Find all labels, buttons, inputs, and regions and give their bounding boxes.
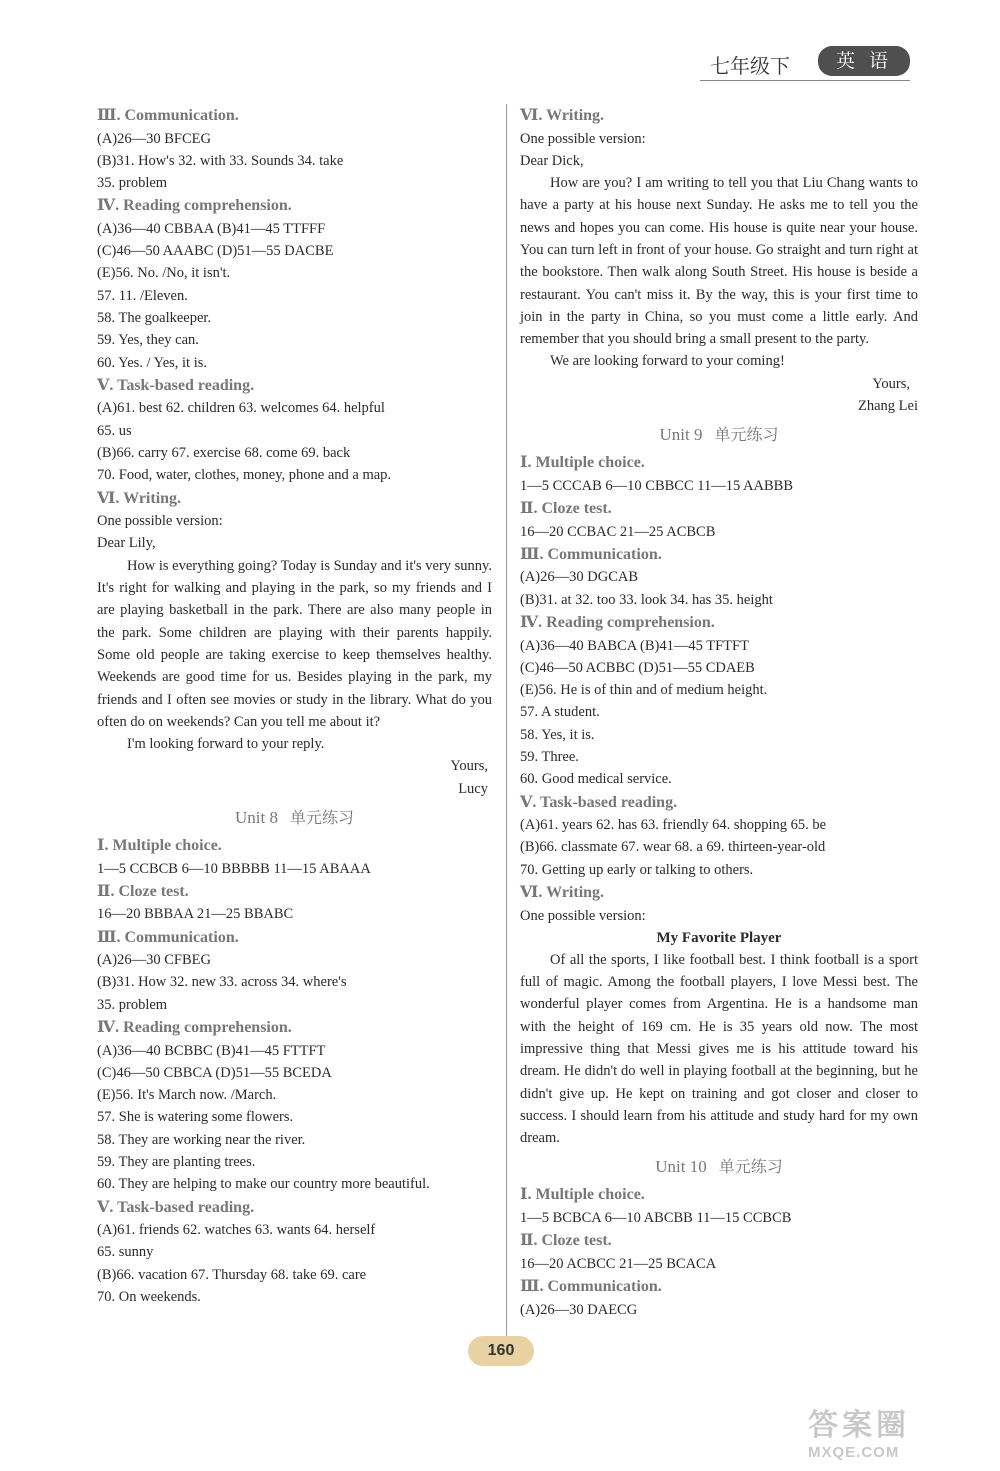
answer-line: 35. problem: [97, 996, 168, 1013]
section-heading: Ⅱ. Cloze test.: [520, 500, 612, 518]
answer-line: (C)46—50 ACBBC (D)51—55 CDAEB: [520, 659, 755, 676]
answer-line: 57. 11. /Eleven.: [97, 287, 188, 304]
answer-line: 60. Yes. / Yes, it is.: [97, 354, 208, 371]
answer-line: 16—20 ACBCC 21—25 BCACA: [520, 1255, 717, 1272]
section-heading: Ⅲ. Communication.: [520, 545, 662, 563]
answer-line: 57. She is watering some flowers.: [97, 1109, 294, 1126]
answer-line: (A)36—40 BCBBC (B)41—45 FTTFT: [97, 1042, 326, 1059]
answer-line: One possible version:: [520, 907, 646, 924]
answer-line: 70. Food, water, clothes, money, phone and a map.: [97, 467, 392, 484]
answer-line: (E)56. It's March now. /March.: [97, 1087, 277, 1104]
unit-10-name: Unit 10: [655, 1157, 707, 1177]
section-heading: Ⅳ. Reading comprehension.: [97, 197, 292, 215]
answer-line: (A)26—30 CFBEG: [97, 952, 211, 969]
answer-line: (B)31. at 32. too 33. look 34. has 35. height: [520, 591, 773, 608]
unit-10-heading: [520, 1153, 918, 1181]
answer-line: 59. Three.: [520, 749, 579, 766]
right-column: [520, 104, 918, 1321]
answer-line: (C)46—50 CBBCA (D)51—55 BCEDA: [97, 1064, 332, 1081]
letter-body: How are you? I am writing to tell you that Liu Chang wants to have a party at his house next Sunday. He asks me to tell you the news and hopes you can come. His house is quite near your house. You can turn left in front of your house. Go straight and turn right at the bookstore. Then walk along South Street. His house is beside a restaurant. You can't miss it. By the way, this is your first time to join in the party in China, so you must come a little early. And remember that you should bring a small present to the party.: [520, 175, 918, 348]
left-column: [97, 104, 492, 1308]
letter-signature: Lucy: [458, 780, 488, 797]
answer-line: (A)26—30 DAECG: [520, 1301, 638, 1318]
answer-line: (E)56. He is of thin and of medium height.: [520, 682, 768, 699]
answer-line: 1—5 CCCAB 6—10 CBBCC 11—15 AABBB: [520, 477, 794, 494]
answer-line: (E)56. No. /No, it isn't.: [97, 265, 231, 282]
answer-line: (B)66. classmate 67. wear 68. a 69. thirteen-year-old: [520, 839, 826, 856]
page-header: [700, 44, 920, 84]
section-heading: Ⅱ. Cloze test.: [97, 882, 189, 900]
answer-line: 70. On weekends.: [97, 1288, 201, 1305]
answer-line: 16—20 CCBAC 21—25 ACBCB: [520, 523, 716, 540]
answer-line: (B)31. How 32. new 33. across 34. where's: [97, 974, 347, 991]
unit8-answers: [97, 834, 492, 1308]
column-divider: [506, 104, 507, 1336]
section-heading: Ⅲ. Communication.: [97, 928, 239, 946]
answer-line: (B)66. vacation 67. Thursday 68. take 69. care: [97, 1266, 367, 1283]
section-heading: Ⅰ. Multiple choice.: [520, 454, 645, 472]
letter-closing: Yours,: [872, 375, 910, 392]
section-heading: Ⅴ. Task-based reading.: [97, 1198, 255, 1216]
answer-line: 70. Getting up early or talking to others.: [520, 861, 754, 878]
unit7-writing-header: [520, 104, 918, 172]
answer-line: (A)61. friends 62. watches 63. wants 64. herself: [97, 1222, 376, 1239]
answer-line: (A)36—40 CBBAA (B)41—45 TTFFF: [97, 220, 326, 237]
grade-label: 七年级下: [710, 54, 790, 78]
answer-line: 59. They are planting trees.: [97, 1153, 256, 1170]
answer-line: (B)66. carry 67. exercise 68. come 69. back: [97, 445, 351, 462]
section-heading: Ⅲ. Communication.: [97, 107, 239, 124]
subject-tab: 英 语: [818, 46, 910, 76]
unit-10-subtitle: 单元练习: [718, 1157, 783, 1177]
watermark-url: MXQE.COM: [808, 1444, 900, 1461]
unit-9-name: Unit 9: [659, 425, 703, 445]
section-heading: Ⅵ. Writing.: [97, 489, 182, 507]
answer-line: (C)46—50 AAABC (D)51—55 DACBE: [97, 243, 334, 260]
section-heading: Ⅴ. Task-based reading.: [97, 376, 255, 394]
answer-line: 58. Yes, it is.: [520, 726, 595, 743]
answer-line: One possible version:: [97, 513, 223, 530]
section-heading: Ⅰ. Multiple choice.: [97, 837, 222, 855]
essay-body: Of all the sports, I like football best. I think football is a sport full of magic. Among the football players, I love Messi best. The wonderful player comes from Argentina. He is a handsome man with the height of 169 cm. He is 35 years old now. The most impressive thing that Messi gives me is his attitude toward his dream. He didn't do well in playing football at the beginning, but he didn't give up. He kept on training and got closer and closer to success. I should learn from his attitude and study hard for my own dream.: [520, 951, 918, 1147]
unit7-answers-continued: [97, 104, 492, 555]
section-heading: Ⅵ. Writing.: [520, 107, 605, 124]
answer-line: (A)26—30 DGCAB: [520, 569, 639, 586]
answer-line: 57. A student.: [520, 704, 600, 721]
letter-reply: I'm looking forward to your reply.: [127, 736, 325, 753]
answer-line: (A)61. best 62. children 63. welcomes 64. helpful: [97, 400, 385, 417]
essay-title: My Favorite Player: [656, 929, 782, 946]
unit-8-heading: [97, 804, 492, 832]
letter-closing: Yours,: [450, 758, 488, 775]
letter-body: How is everything going? Today is Sunday and it's very sunny. It's right for walking and playing in the park, so my friends and I are playing basketball in the park. There are also many people in the park. Some children are playing with their parents happily. Some old people are taking exercise to keep themselves healthy. Weekends are good time for us. Besides playing in the park, my friends and I often see movies or study in the library. What do you often do on weekends? Can you tell me about it?: [97, 557, 492, 730]
header-rule: [700, 80, 910, 81]
answer-line: 1—5 BCBCA 6—10 ABCBB 11—15 CCBCB: [520, 1209, 792, 1226]
answer-line: 65. us: [97, 422, 132, 439]
answer-line: (B)31. How's 32. with 33. Sounds 34. take: [97, 152, 344, 169]
answer-line: (A)26—30 BFCEG: [97, 130, 211, 147]
answer-line: 60. They are helping to make our country more beautiful.: [97, 1176, 430, 1193]
watermark-logo: [808, 1400, 988, 1464]
answer-line: 58. The goalkeeper.: [97, 310, 212, 327]
section-heading: Ⅳ. Reading comprehension.: [520, 614, 715, 632]
page-number: 160: [468, 1336, 534, 1366]
answer-line: 35. problem: [97, 175, 168, 192]
section-heading: Ⅴ. Task-based reading.: [520, 793, 678, 811]
answer-line: 60. Good medical service.: [520, 771, 672, 788]
unit9-answers: [520, 451, 918, 926]
answer-line: 16—20 BBBAA 21—25 BBABC: [97, 906, 294, 923]
answer-line: 59. Yes, they can.: [97, 332, 199, 349]
answer-line: (A)36—40 BABCA (B)41—45 TFTFT: [520, 637, 749, 654]
section-heading: Ⅲ. Communication.: [520, 1278, 662, 1296]
letter-signature: Zhang Lei: [858, 398, 918, 415]
unit-9-subtitle: 单元练习: [714, 425, 779, 445]
answer-line: One possible version:: [520, 130, 646, 147]
answer-line: 65. sunny: [97, 1244, 154, 1261]
letter-reply: We are looking forward to your coming!: [550, 353, 785, 370]
answer-line: 58. They are working near the river.: [97, 1131, 306, 1148]
unit-8-subtitle: 单元练习: [289, 808, 354, 828]
unit10-answers: [520, 1183, 918, 1320]
answer-line: (A)61. years 62. has 63. friendly 64. shopping 65. be: [520, 817, 827, 834]
answer-line: 1—5 CCBCB 6—10 BBBBB 11—15 ABAAA: [97, 860, 371, 877]
answer-line: Dear Dick,: [520, 152, 584, 169]
unit-8-name: Unit 8: [235, 808, 278, 828]
section-heading: Ⅳ. Reading comprehension.: [97, 1019, 292, 1036]
section-heading: Ⅱ. Cloze test.: [520, 1232, 612, 1250]
section-heading: Ⅰ. Multiple choice.: [520, 1186, 645, 1204]
unit-9-heading: [520, 421, 918, 449]
section-heading: Ⅵ. Writing.: [520, 884, 605, 902]
watermark-text: 答案圈: [808, 1408, 910, 1443]
answer-line: Dear Lily,: [97, 535, 156, 552]
